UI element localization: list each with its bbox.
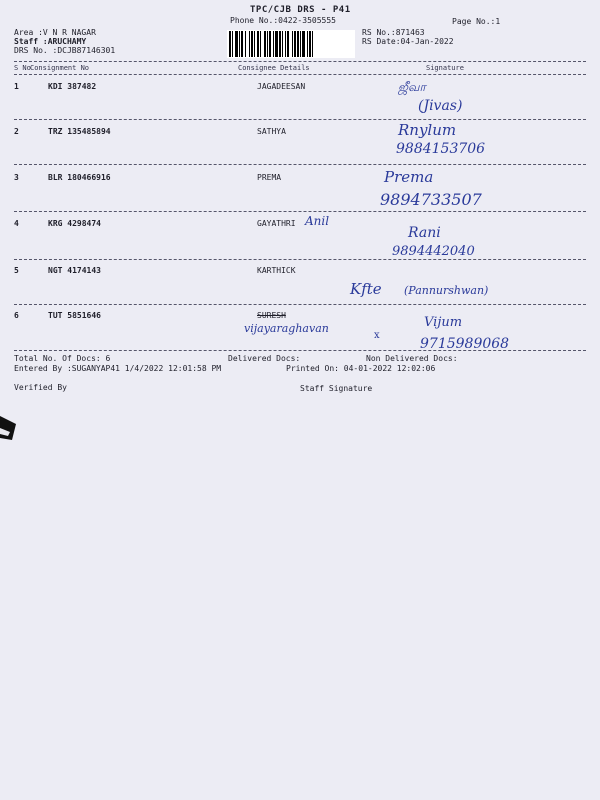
- row-4-signature: Rani: [408, 225, 441, 241]
- row-6-signature-phone: 9715989068: [420, 336, 510, 352]
- row-4-sno: 4: [14, 219, 19, 228]
- area-label: Area :V N R NAGAR: [14, 28, 96, 37]
- row-5-consignment: NGT 4174143: [48, 266, 101, 275]
- row-divider-4: [14, 259, 586, 260]
- row-1-consignee: JAGADEESAN: [257, 82, 306, 91]
- row-divider-6: [14, 350, 586, 351]
- row-2-consignee: SATHYA: [257, 127, 286, 136]
- row-2-consignment: TRZ 135485894: [48, 127, 111, 136]
- total-docs: Total No. Of Docs: 6: [14, 354, 111, 363]
- row-6-signature: Vijum: [424, 315, 463, 330]
- column-sno: S No: [14, 64, 31, 72]
- row-5-sno: 5: [14, 266, 19, 275]
- meta-left: [14, 28, 115, 55]
- row-2-signature-phone: 9884153706: [396, 141, 486, 157]
- page-number: Page No.:1: [452, 17, 501, 26]
- row-3-consignee: PREMA: [257, 173, 282, 182]
- row-divider-2: [14, 164, 586, 165]
- row-3-sno: 3: [14, 173, 19, 182]
- row-5-signature-note: (Pannurshwan): [404, 284, 489, 297]
- row-3-signature-phone: 9894733507: [380, 190, 482, 209]
- row-5-signature: Kfte: [350, 280, 382, 298]
- column-consignment: Consignment No: [30, 64, 90, 72]
- row-4-consignee-note: Anil: [305, 214, 330, 228]
- row-5-consignee: KARTHICK: [257, 266, 296, 275]
- staff-signature-label: Staff Signature: [300, 384, 373, 393]
- rs-number: RS No.:871463: [362, 28, 425, 37]
- rs-date: RS Date:04-Jan-2022: [362, 37, 454, 46]
- row-divider-1: [14, 119, 586, 120]
- printed-on: Printed On: 04-01-2022 12:02:06: [286, 364, 436, 373]
- document-title: TPC/CJB DRS - P41: [250, 5, 351, 15]
- divider-top: [14, 61, 586, 62]
- row-6-consignee-note: vijayaraghavan: [244, 322, 329, 335]
- entered-by: Entered By :SUGANYAP41 1/4/2022 12:01:58 PM: [14, 364, 222, 373]
- row-4-consignment: KRG 4298474: [48, 219, 101, 228]
- row-1-signature: ஜீவா: [398, 80, 426, 94]
- row-1-consignment: KDI 387482: [48, 82, 97, 91]
- divider-header: [14, 74, 586, 75]
- drs-number: DRS No. :DCJB87146301: [14, 46, 116, 55]
- row-4-signature-phone: 9894442040: [392, 244, 475, 259]
- barcode-graphic: [227, 30, 355, 58]
- delivered-docs: Delivered Docs:: [228, 354, 301, 363]
- barcode: [227, 30, 355, 58]
- scan-smudge: [0, 414, 18, 442]
- phone-number: Phone No.:0422-3505555: [230, 16, 336, 25]
- verified-by: Verified By: [14, 383, 67, 392]
- row-6-mark: x: [374, 330, 380, 341]
- meta-right: [362, 28, 454, 46]
- row-2-sno: 2: [14, 127, 19, 136]
- non-delivered-docs: Non Delivered Docs:: [366, 354, 458, 363]
- row-divider-3: [14, 211, 586, 212]
- row-6-consignee: SURESH: [257, 311, 286, 320]
- column-signature: Signature: [426, 64, 464, 72]
- row-2-signature: Rnylum: [398, 121, 457, 139]
- row-1-sno: 1: [14, 82, 19, 91]
- row-6-sno: 6: [14, 311, 19, 320]
- row-1-signature-note: (Jivas): [418, 98, 463, 114]
- row-3-signature: Prema: [384, 168, 434, 186]
- row-4-consignee: GAYATHRI: [257, 219, 296, 228]
- column-consignee: Consignee Details: [238, 64, 310, 72]
- row-3-consignment: BLR 180466916: [48, 173, 111, 182]
- row-divider-5: [14, 304, 586, 305]
- staff-label: Staff :ARUCHAMY: [14, 37, 87, 46]
- row-6-consignment: TUT 5851646: [48, 311, 101, 320]
